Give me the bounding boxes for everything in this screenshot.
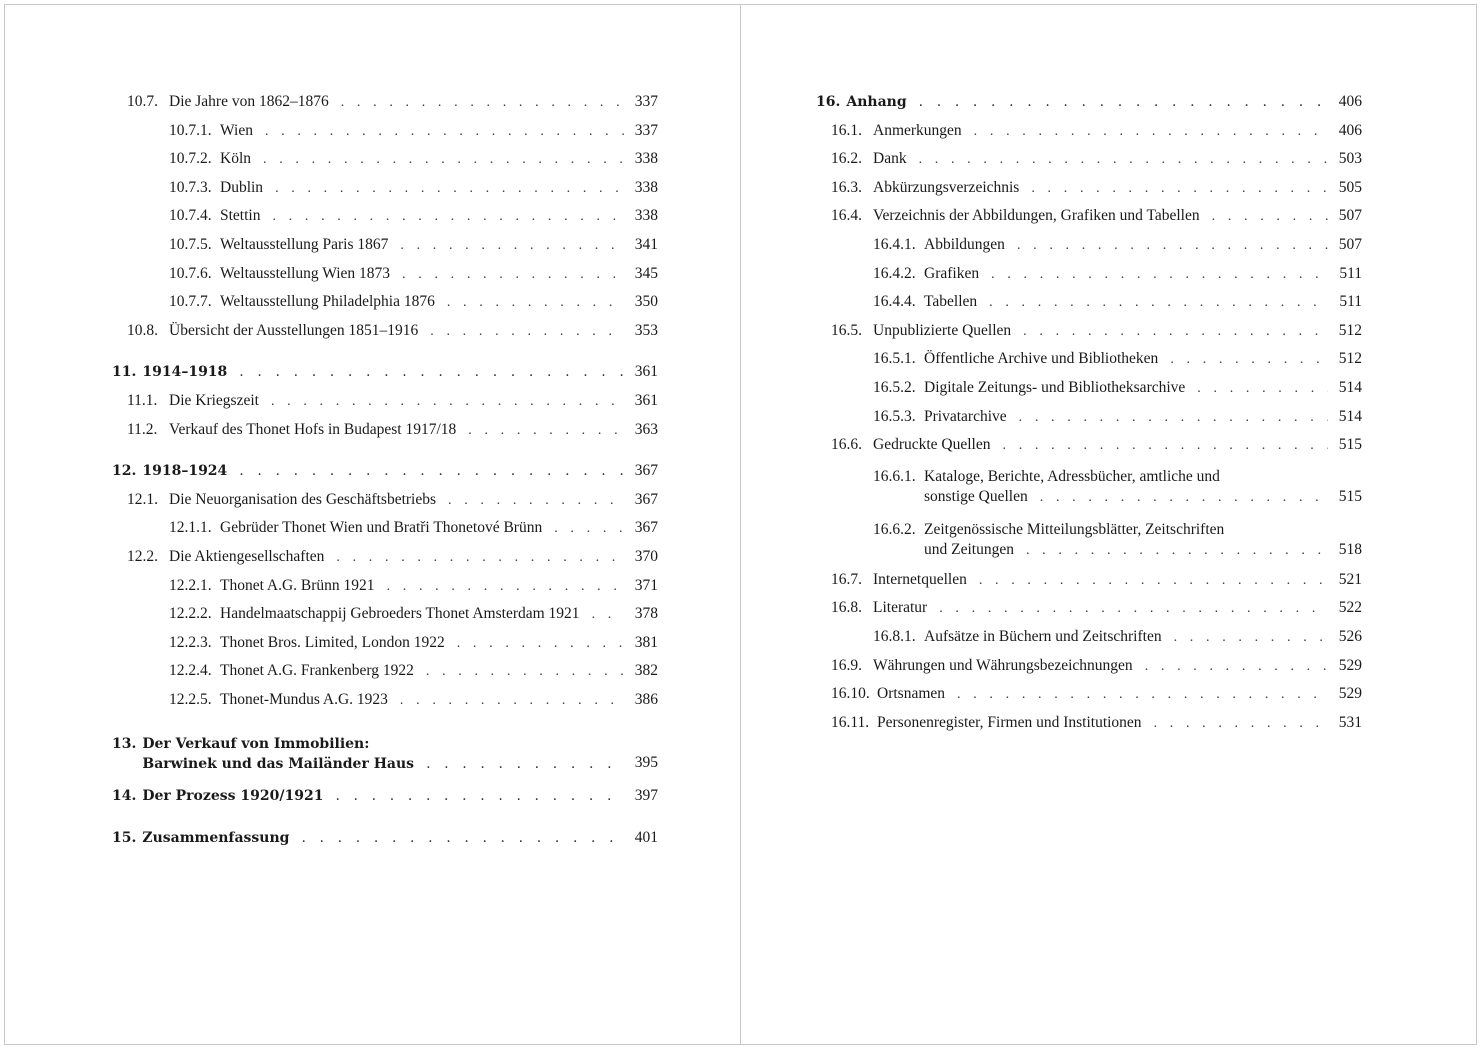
toc-entry[interactable]: [816, 263, 1362, 292]
toc-number: 12.2.5.: [169, 690, 212, 708]
toc-page-number: 511: [1339, 293, 1362, 311]
toc-entry[interactable]: [816, 655, 1362, 684]
toc-title: Weltausstellung Philadelphia 1876: [220, 293, 435, 311]
toc-title-continued: und Zeitungen: [924, 540, 1014, 558]
leader-dots: [1197, 379, 1328, 399]
toc-number: 10.7.6.: [169, 264, 212, 282]
toc-number: 12.: [112, 463, 137, 480]
leader-dots: [265, 122, 624, 142]
toc-title: Wien: [220, 121, 253, 139]
toc-title: Weltausstellung Wien 1873: [220, 264, 391, 282]
toc-title: Verkauf des Thonet Hofs in Budapest 1917/18: [169, 420, 457, 438]
toc-chapter-entry[interactable]: [112, 785, 658, 814]
leader-dots: [447, 293, 624, 313]
toc-page-number: 503: [1338, 150, 1362, 168]
toc-title-continued: sonstige Quellen: [924, 487, 1028, 505]
toc-entry[interactable]: [112, 205, 658, 234]
toc-number: 12.2.1.: [169, 576, 212, 594]
toc-entry[interactable]: [112, 660, 658, 689]
toc-page-number: 361: [634, 391, 658, 409]
toc-title: Literatur: [873, 599, 928, 617]
toc-entry[interactable]: [816, 516, 1362, 569]
leader-dots: [1174, 628, 1328, 648]
leader-dots: [239, 362, 624, 382]
toc-entry[interactable]: [112, 419, 658, 448]
leader-dots: [979, 571, 1328, 591]
toc-entry[interactable]: [816, 205, 1362, 234]
toc-title: Die Neuorganisation des Geschäftsbetriebs: [169, 490, 437, 508]
left-page-toc: [112, 91, 658, 856]
toc-number: 16.5.1.: [873, 350, 916, 368]
toc-page-number: 397: [634, 787, 658, 805]
toc-page-number: 514: [1338, 378, 1362, 396]
toc-entry[interactable]: [816, 377, 1362, 406]
toc-number: 16.5.3.: [873, 407, 916, 425]
toc-page-number: 511: [1339, 264, 1362, 282]
leader-dots: [263, 150, 624, 170]
toc-entry[interactable]: [112, 177, 658, 206]
toc-page-number: 507: [1338, 235, 1362, 253]
toc-number: 16.6.2.: [873, 520, 916, 538]
toc-title: Zeitgenössische Mitteilungsblätter, Zeitschriften: [924, 520, 1225, 538]
toc-entry[interactable]: [816, 597, 1362, 626]
leader-dots: [991, 265, 1328, 285]
leader-dots: [1212, 207, 1328, 227]
toc-entry[interactable]: [112, 603, 658, 632]
toc-chapter-entry[interactable]: [816, 91, 1362, 120]
toc-number: 16.7.: [831, 570, 862, 588]
toc-entry[interactable]: [816, 120, 1362, 149]
toc-title: 1914–1918: [142, 364, 228, 381]
toc-page-number: 529: [1338, 685, 1362, 703]
toc-entry[interactable]: [112, 234, 658, 263]
toc-entry[interactable]: [816, 626, 1362, 655]
leader-dots: [919, 150, 1328, 170]
toc-entry[interactable]: [112, 91, 658, 120]
toc-page-number: 361: [634, 363, 658, 381]
leader-dots: [1003, 436, 1329, 456]
toc-title: Verzeichnis der Abbildungen, Grafiken und Tabellen: [873, 207, 1200, 225]
toc-number: 16.4.4.: [873, 293, 916, 311]
toc-number: 16.6.: [831, 436, 862, 454]
toc-entry[interactable]: [816, 712, 1362, 741]
toc-page-number: 338: [634, 207, 658, 225]
toc-title: Anhang: [846, 94, 907, 110]
toc-title: Kataloge, Berichte, Adressbücher, amtliche und: [924, 467, 1220, 485]
toc-title: Aufsätze in Büchern und Zeitschriften: [924, 627, 1162, 645]
leader-dots: [957, 685, 1328, 705]
leader-dots: [271, 392, 624, 412]
toc-title: Grafiken: [924, 264, 980, 282]
toc-title: Internetquellen: [873, 570, 967, 588]
leader-dots: [974, 122, 1328, 142]
toc-page-number: 521: [1338, 570, 1362, 588]
toc-page-number: 353: [634, 321, 658, 339]
toc-title: Abbildungen: [924, 235, 1005, 253]
toc-entry[interactable]: [112, 632, 658, 661]
toc-entry[interactable]: [112, 148, 658, 177]
leader-dots: [426, 662, 624, 682]
toc-page-number: 512: [1338, 321, 1362, 339]
leader-dots: [1026, 541, 1328, 561]
toc-page-number: 522: [1338, 599, 1362, 617]
toc-page-number: 367: [634, 462, 658, 480]
leader-dots: [939, 599, 1328, 619]
toc-entry[interactable]: [816, 177, 1362, 206]
toc-title: Abkürzungsverzeichnis: [873, 178, 1020, 196]
toc-entry[interactable]: [112, 489, 658, 518]
toc-page-number: 406: [1338, 93, 1362, 110]
toc-title: Die Jahre von 1862–1876: [169, 93, 329, 110]
toc-number: 10.7.5.: [169, 235, 212, 253]
leader-dots: [426, 754, 624, 774]
toc-number: 12.1.: [127, 490, 158, 508]
toc-chapter-entry[interactable]: [112, 361, 658, 390]
toc-chapter-entry[interactable]: [112, 730, 658, 782]
toc-page-number: 401: [634, 829, 658, 847]
toc-title: Handelmaatschappij Gebroeders Thonet Amsterdam 1921: [220, 605, 580, 623]
leader-dots: [301, 828, 624, 848]
toc-entry[interactable]: [816, 320, 1362, 349]
leader-dots: [1023, 322, 1328, 342]
leader-dots: [592, 605, 624, 625]
toc-entry[interactable]: [816, 234, 1362, 263]
toc-entry[interactable]: [816, 291, 1362, 320]
toc-title: Zusammenfassung: [142, 830, 290, 847]
leader-dots: [402, 265, 624, 285]
toc-page-number: 338: [634, 178, 658, 196]
leader-dots: [336, 548, 624, 568]
leader-dots: [430, 322, 624, 342]
leader-dots: [1040, 488, 1328, 508]
toc-title: Die Aktiengesellschaften: [169, 547, 325, 565]
toc-entry[interactable]: [816, 406, 1362, 435]
toc-title: Tabellen: [924, 293, 978, 311]
toc-page-number: 337: [634, 93, 658, 110]
toc-page-number: 370: [634, 547, 658, 565]
toc-entry[interactable]: [112, 517, 658, 546]
toc-number: 16.8.1.: [873, 627, 916, 645]
toc-page-number: 518: [1338, 540, 1362, 558]
toc-page-number: 367: [634, 519, 658, 537]
toc-page-number: 367: [634, 490, 658, 508]
toc-title: Digitale Zeitungs- und Bibliotheksarchive: [924, 378, 1186, 396]
toc-number: 16.4.: [831, 207, 862, 225]
toc-entry[interactable]: [816, 348, 1362, 377]
toc-page-number: 529: [1338, 656, 1362, 674]
toc-number: 10.8.: [127, 321, 158, 339]
toc-title: Währungen und Währungsbezeichnungen: [873, 656, 1133, 674]
right-page-toc: [816, 91, 1362, 740]
toc-number: 11.2.: [127, 420, 158, 438]
toc-number: 16.1.: [831, 121, 862, 139]
toc-title: Anmerkungen: [873, 121, 962, 139]
toc-page-number: 378: [634, 605, 658, 623]
toc-title: Privatarchive: [924, 407, 1007, 425]
toc-page-number: 515: [1338, 487, 1362, 505]
toc-number: 11.: [112, 364, 137, 381]
leader-dots: [1019, 408, 1328, 428]
toc-number: 10.7.4.: [169, 207, 212, 225]
toc-title: Köln: [220, 150, 251, 168]
toc-page-number: 512: [1338, 350, 1362, 368]
toc-title: Thonet A.G. Frankenberg 1922: [220, 662, 414, 680]
leader-dots: [1031, 179, 1328, 199]
toc-entry[interactable]: [816, 683, 1362, 712]
toc-entry[interactable]: [816, 434, 1362, 463]
toc-title: Personenregister, Firmen und Institutionen: [877, 713, 1142, 731]
toc-number: 16.4.1.: [873, 235, 916, 253]
toc-number: 12.2.3.: [169, 633, 212, 651]
toc-number: 11.1.: [127, 391, 158, 409]
toc-entry[interactable]: [112, 291, 658, 320]
leader-dots: [275, 179, 624, 199]
toc-chapter-entry[interactable]: [112, 827, 658, 856]
toc-number: 13.: [112, 736, 137, 753]
toc-page-number: 531: [1338, 713, 1362, 731]
toc-entry[interactable]: [816, 569, 1362, 598]
toc-page-number: 514: [1338, 407, 1362, 425]
toc-page-number: 406: [1338, 121, 1362, 139]
leader-dots: [1017, 236, 1328, 256]
toc-page-number: 381: [634, 633, 658, 651]
leader-dots: [1154, 714, 1328, 734]
toc-entry[interactable]: [112, 546, 658, 575]
toc-entry[interactable]: [816, 463, 1362, 516]
leader-dots: [1170, 350, 1328, 370]
toc-title: Dublin: [220, 178, 264, 196]
toc-number: 16.11.: [831, 713, 870, 731]
toc-number: 12.1.1.: [169, 519, 212, 537]
leader-dots: [239, 461, 624, 481]
toc-number: 16.10.: [831, 685, 870, 703]
toc-title-continued: Barwinek und das Mailänder Haus: [142, 756, 415, 773]
leader-dots: [335, 786, 624, 806]
toc-number: 16.6.1.: [873, 467, 916, 485]
leader-dots: [272, 207, 624, 227]
toc-title: Der Verkauf von Immobilien:: [142, 736, 370, 753]
toc-page-number: 371: [634, 576, 658, 594]
toc-title: Öffentliche Archive und Bibliotheken: [924, 350, 1159, 368]
toc-number: 12.2.: [127, 547, 158, 565]
toc-page-number: 338: [634, 150, 658, 168]
toc-entry[interactable]: [112, 263, 658, 292]
toc-entry[interactable]: [112, 120, 658, 149]
leader-dots: [554, 519, 624, 539]
toc-title: 1918–1924: [142, 463, 228, 480]
toc-page-number: 341: [634, 235, 658, 253]
leader-dots: [400, 236, 624, 256]
toc-title: Thonet A.G. Brünn 1921: [220, 576, 375, 594]
toc-entry[interactable]: [112, 689, 658, 718]
toc-title: Weltausstellung Paris 1867: [220, 235, 389, 253]
toc-number: 16.5.: [831, 321, 862, 339]
page-gutter: [740, 4, 741, 1045]
toc-number: 16.8.: [831, 599, 862, 617]
toc-number: 16.3.: [831, 178, 862, 196]
leader-dots: [387, 577, 624, 597]
toc-title: Dank: [873, 150, 907, 168]
toc-number: 10.7.1.: [169, 121, 212, 139]
toc-number: 10.7.: [127, 93, 158, 110]
toc-number: 15.: [112, 830, 137, 847]
toc-page-number: 515: [1338, 436, 1362, 454]
toc-title: Ortsnamen: [877, 685, 946, 703]
toc-entry[interactable]: [112, 320, 658, 349]
leader-dots: [400, 691, 624, 711]
leader-dots: [341, 93, 624, 113]
leader-dots: [1145, 657, 1328, 677]
toc-title: Der Prozess 1920/1921: [142, 788, 324, 805]
toc-number: 10.7.2.: [169, 150, 212, 168]
toc-title: Thonet Bros. Limited, London 1922: [220, 633, 445, 651]
leader-dots: [468, 421, 624, 441]
leader-dots: [989, 293, 1328, 313]
toc-page-number: 337: [634, 121, 658, 139]
toc-page-number: 350: [634, 293, 658, 311]
toc-number: 12.2.2.: [169, 605, 212, 623]
toc-page-number: 526: [1338, 627, 1362, 645]
toc-number: 16.9.: [831, 656, 862, 674]
leader-dots: [919, 92, 1328, 112]
toc-page-number: 345: [634, 264, 658, 282]
toc-entry[interactable]: [112, 575, 658, 604]
toc-title: Unpublizierte Quellen: [873, 321, 1012, 339]
toc-number: 16.5.2.: [873, 378, 916, 396]
toc-title: Übersicht der Ausstellungen 1851–1916: [169, 321, 419, 339]
toc-page-number: 382: [634, 662, 658, 680]
toc-page-number: 507: [1338, 207, 1362, 225]
leader-dots: [457, 634, 624, 654]
toc-page-number: 395: [634, 754, 658, 772]
toc-number: 14.: [112, 788, 137, 805]
toc-title: Gebrüder Thonet Wien und Bratři Thonetové Brünn: [220, 519, 543, 537]
toc-page-number: 386: [634, 690, 658, 708]
toc-number: 16.: [816, 94, 841, 110]
toc-number: 10.7.3.: [169, 178, 212, 196]
toc-chapter-entry[interactable]: [112, 460, 658, 489]
toc-title: Die Kriegszeit: [169, 391, 259, 409]
toc-page-number: 363: [634, 420, 658, 438]
toc-page-number: 505: [1338, 178, 1362, 196]
toc-title: Gedruckte Quellen: [873, 436, 991, 454]
toc-entry[interactable]: [816, 148, 1362, 177]
toc-title: Stettin: [220, 207, 261, 225]
leader-dots: [448, 491, 624, 511]
toc-entry[interactable]: [112, 390, 658, 419]
toc-title: Thonet-Mundus A.G. 1923: [220, 690, 388, 708]
toc-number: 16.2.: [831, 150, 862, 168]
toc-number: 10.7.7.: [169, 293, 212, 311]
toc-number: 12.2.4.: [169, 662, 212, 680]
toc-number: 16.4.2.: [873, 264, 916, 282]
